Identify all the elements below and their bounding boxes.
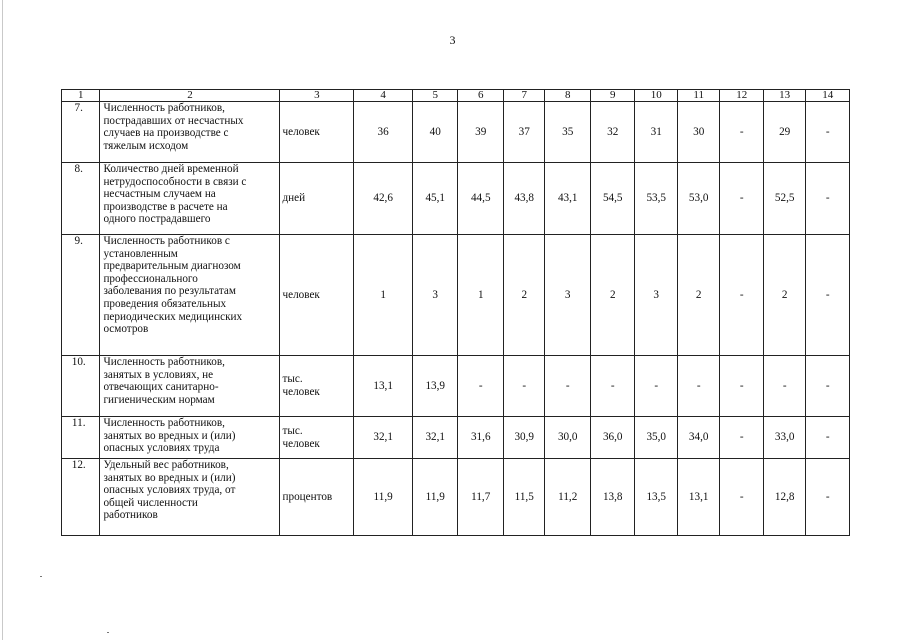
header-cell: 1 bbox=[62, 90, 100, 102]
scan-edge-line bbox=[2, 0, 3, 640]
header-cell: 4 bbox=[354, 90, 413, 102]
value-cell: 13,1 bbox=[677, 459, 719, 536]
unit-line: человек bbox=[282, 125, 320, 138]
header-cell: 9 bbox=[590, 90, 635, 102]
header-cell: 7 bbox=[504, 90, 545, 102]
value-cell: 44,5 bbox=[458, 163, 504, 235]
value-cell: 32,1 bbox=[412, 417, 458, 459]
value-cell: 11,5 bbox=[504, 459, 545, 536]
table-row bbox=[62, 356, 850, 417]
value-cell: 13,1 bbox=[354, 356, 413, 417]
value-cell: - bbox=[806, 459, 850, 536]
indicator-name-line: периодических медицинских bbox=[103, 310, 243, 323]
value-cell: - bbox=[806, 102, 850, 163]
header-cell: 3 bbox=[280, 90, 354, 102]
value-cell: - bbox=[806, 356, 850, 417]
indicator-name-line: случаев на производстве с bbox=[103, 127, 229, 140]
table-row bbox=[62, 102, 850, 163]
unit-cell bbox=[280, 356, 354, 417]
value-cell: 54,5 bbox=[590, 163, 635, 235]
header-cell: 14 bbox=[806, 90, 850, 102]
indicator-name-line: Численность работников, bbox=[103, 417, 225, 429]
value-cell: - bbox=[635, 356, 677, 417]
indicator-name-cell bbox=[100, 235, 280, 356]
indicator-name-line: Численность работников с bbox=[103, 235, 230, 247]
header-cell: 6 bbox=[458, 90, 504, 102]
value-cell: - bbox=[806, 235, 850, 356]
indicator-name-cell bbox=[100, 417, 280, 459]
value-cell: 12,8 bbox=[763, 459, 805, 536]
indicator-name-line: Количество дней временной bbox=[103, 163, 239, 175]
unit-line: тыс. bbox=[282, 373, 303, 386]
header-cell: 5 bbox=[412, 90, 458, 102]
value-cell: - bbox=[720, 417, 763, 459]
value-cell: 31 bbox=[635, 102, 677, 163]
value-cell: 42,6 bbox=[354, 163, 413, 235]
value-cell: 32 bbox=[590, 102, 635, 163]
value-cell: - bbox=[590, 356, 635, 417]
table-body bbox=[62, 90, 850, 536]
value-cell: 43,8 bbox=[504, 163, 545, 235]
value-cell: 30,0 bbox=[545, 417, 591, 459]
value-cell: - bbox=[458, 356, 504, 417]
value-cell: 52,5 bbox=[763, 163, 805, 235]
value-cell: - bbox=[763, 356, 805, 417]
value-cell: 45,1 bbox=[412, 163, 458, 235]
indicator-name-line: заболевания по результатам bbox=[103, 285, 236, 298]
unit-cell bbox=[280, 459, 354, 536]
header-cell: 10 bbox=[635, 90, 677, 102]
value-cell: 11,9 bbox=[412, 459, 458, 536]
header-cell: 13 bbox=[763, 90, 805, 102]
value-cell: 40 bbox=[412, 102, 458, 163]
indicator-name-cell bbox=[100, 163, 280, 235]
row-number-cell: 11. bbox=[62, 417, 100, 459]
indicator-name-line: гигиеническим нормам bbox=[103, 393, 215, 406]
value-cell: 36 bbox=[354, 102, 413, 163]
value-cell: 36,0 bbox=[590, 417, 635, 459]
value-cell: 39 bbox=[458, 102, 504, 163]
table-row bbox=[62, 235, 850, 356]
table-row bbox=[62, 163, 850, 235]
row-number-cell: 8. bbox=[62, 163, 100, 235]
unit-line: тыс. bbox=[282, 424, 303, 437]
value-cell: 13,9 bbox=[412, 356, 458, 417]
unit-line: человек bbox=[282, 288, 320, 301]
value-cell: 1 bbox=[354, 235, 413, 356]
indicator-name-line: занятых во вредных и (или) bbox=[103, 471, 236, 484]
header-cell: 8 bbox=[545, 90, 591, 102]
indicator-name-line: профессионального bbox=[103, 272, 198, 285]
indicator-name-cell bbox=[100, 356, 280, 417]
indicator-name-cell bbox=[100, 102, 280, 163]
indicator-name-line: установленным bbox=[103, 247, 178, 260]
unit-cell bbox=[280, 417, 354, 459]
indicator-name-line: опасных условиях труда bbox=[103, 442, 220, 455]
unit-cell bbox=[280, 163, 354, 235]
indicator-name-line: опасных условиях труда, от bbox=[103, 484, 236, 497]
value-cell: 11,7 bbox=[458, 459, 504, 536]
value-cell: 30 bbox=[677, 102, 719, 163]
value-cell: 43,1 bbox=[545, 163, 591, 235]
value-cell: 2 bbox=[504, 235, 545, 356]
value-cell: - bbox=[720, 356, 763, 417]
value-cell: 32,1 bbox=[354, 417, 413, 459]
value-cell: 29 bbox=[763, 102, 805, 163]
table-row bbox=[62, 417, 850, 459]
indicator-name-line: осмотров bbox=[103, 323, 149, 336]
unit-cell bbox=[280, 235, 354, 356]
value-cell: 3 bbox=[635, 235, 677, 356]
unit-line: человек bbox=[282, 386, 320, 398]
value-cell: - bbox=[677, 356, 719, 417]
indicator-name-line: Численность работников, bbox=[103, 102, 225, 114]
indicator-name-line: одного пострадавшего bbox=[103, 213, 211, 226]
indicator-name-line: нетрудоспособности в связи с bbox=[103, 175, 247, 188]
header-cell: 12 bbox=[720, 90, 763, 102]
indicator-name-line: предварительным диагнозом bbox=[103, 260, 241, 273]
value-cell: 13,5 bbox=[635, 459, 677, 536]
value-cell: 31,6 bbox=[458, 417, 504, 459]
value-cell: 3 bbox=[545, 235, 591, 356]
unit-cell bbox=[280, 102, 354, 163]
value-cell: 37 bbox=[504, 102, 545, 163]
scan-speck bbox=[40, 576, 42, 577]
unit-line: процентов bbox=[282, 490, 333, 503]
header-row bbox=[62, 90, 850, 102]
indicator-name-line: работников bbox=[103, 509, 158, 522]
value-cell: 53,0 bbox=[677, 163, 719, 235]
page-number: 3 bbox=[449, 33, 456, 47]
indicator-name-line: проведения обязательных bbox=[103, 297, 227, 310]
value-cell: 2 bbox=[590, 235, 635, 356]
indicator-name-line: тяжелым исходом bbox=[103, 139, 189, 152]
indicator-name-cell bbox=[100, 459, 280, 536]
value-cell: - bbox=[720, 235, 763, 356]
indicators-table bbox=[61, 89, 850, 536]
indicator-name-line: производстве в расчете на bbox=[103, 200, 228, 213]
table-row bbox=[62, 459, 850, 536]
value-cell: - bbox=[504, 356, 545, 417]
value-cell: 30,9 bbox=[504, 417, 545, 459]
indicator-name-line: занятых во вредных и (или) bbox=[103, 429, 236, 442]
value-cell: 13,8 bbox=[590, 459, 635, 536]
value-cell: - bbox=[806, 417, 850, 459]
indicator-name-line: несчастным случаем на bbox=[103, 188, 216, 201]
scan-speck bbox=[107, 632, 109, 633]
indicator-name-line: отвечающих санитарно- bbox=[103, 381, 219, 394]
indicator-name-line: пострадавших от несчастных bbox=[103, 114, 244, 127]
value-cell: - bbox=[720, 163, 763, 235]
row-number-cell: 9. bbox=[62, 235, 100, 356]
row-number-cell: 7. bbox=[62, 102, 100, 163]
indicator-name-line: Удельный вес работников, bbox=[103, 459, 229, 471]
indicator-name-line: общей численности bbox=[103, 496, 198, 509]
value-cell: - bbox=[545, 356, 591, 417]
value-cell: 1 bbox=[458, 235, 504, 356]
value-cell: 34,0 bbox=[677, 417, 719, 459]
value-cell: - bbox=[720, 459, 763, 536]
value-cell: 2 bbox=[763, 235, 805, 356]
value-cell: - bbox=[720, 102, 763, 163]
value-cell: 35,0 bbox=[635, 417, 677, 459]
value-cell: 2 bbox=[677, 235, 719, 356]
value-cell: 35 bbox=[545, 102, 591, 163]
header-cell: 2 bbox=[100, 90, 280, 102]
row-number-cell: 12. bbox=[62, 459, 100, 536]
unit-line: человек bbox=[282, 437, 320, 450]
value-cell: 11,9 bbox=[354, 459, 413, 536]
value-cell: - bbox=[806, 163, 850, 235]
value-cell: 53,5 bbox=[635, 163, 677, 235]
indicator-name-line: Численность работников, bbox=[103, 356, 225, 368]
row-number-cell: 10. bbox=[62, 356, 100, 417]
header-cell: 11 bbox=[677, 90, 719, 102]
unit-line: дней bbox=[282, 192, 306, 205]
value-cell: 3 bbox=[412, 235, 458, 356]
indicator-name-line: занятых в условиях, не bbox=[103, 368, 214, 381]
value-cell: 33,0 bbox=[763, 417, 805, 459]
value-cell: 11,2 bbox=[545, 459, 591, 536]
